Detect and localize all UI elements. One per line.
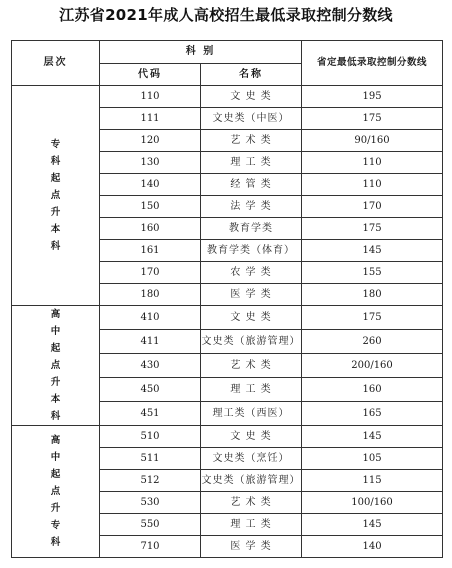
name-cell: 理 工 类 xyxy=(201,152,302,174)
name-cell: 文史类（烹饪） xyxy=(201,448,302,470)
level-char: 本 xyxy=(50,394,61,405)
code-cell: 411 xyxy=(100,330,201,354)
score-cell: 160 xyxy=(302,378,443,402)
name-cell: 经 管 类 xyxy=(201,174,302,196)
level-char: 起 xyxy=(50,469,61,480)
score-cell: 260 xyxy=(302,330,443,354)
score-cell: 155 xyxy=(302,262,443,284)
level-cell xyxy=(12,426,100,558)
level-label xyxy=(12,136,99,255)
score-cell: 195 xyxy=(302,86,443,108)
code-cell: 111 xyxy=(100,108,201,130)
level-char: 起 xyxy=(50,173,61,184)
name-cell: 文史类（旅游管理） xyxy=(201,330,302,354)
name-cell: 理 工 类 xyxy=(201,378,302,402)
table-row xyxy=(12,86,443,108)
code-cell: 510 xyxy=(100,426,201,448)
level-char: 高 xyxy=(50,435,61,446)
name-cell: 文史类（中医） xyxy=(201,108,302,130)
code-cell: 110 xyxy=(100,86,201,108)
score-cell: 140 xyxy=(302,536,443,558)
score-cell: 145 xyxy=(302,514,443,536)
level-char: 升 xyxy=(50,503,61,514)
code-cell: 180 xyxy=(100,284,201,306)
code-cell: 710 xyxy=(100,536,201,558)
name-cell: 医 学 类 xyxy=(201,536,302,558)
name-cell: 文 史 类 xyxy=(201,306,302,330)
name-cell: 艺 术 类 xyxy=(201,130,302,152)
level-char: 升 xyxy=(50,207,61,218)
header-row-1 xyxy=(12,41,443,64)
code-cell: 410 xyxy=(100,306,201,330)
level-char: 高 xyxy=(50,309,61,320)
code-cell: 150 xyxy=(100,196,201,218)
header-score: 省定最低录取控制分数线 xyxy=(302,41,443,86)
score-cell: 110 xyxy=(302,152,443,174)
score-table-body xyxy=(12,41,443,558)
name-cell: 文 史 类 xyxy=(201,86,302,108)
level-label xyxy=(12,432,99,551)
score-cell: 180 xyxy=(302,284,443,306)
name-cell: 农 学 类 xyxy=(201,262,302,284)
name-cell: 文 史 类 xyxy=(201,426,302,448)
code-cell: 160 xyxy=(100,218,201,240)
score-cell: 175 xyxy=(302,108,443,130)
code-cell: 430 xyxy=(100,354,201,378)
score-cell: 90/160 xyxy=(302,130,443,152)
level-char: 点 xyxy=(50,190,61,201)
page-title: 江苏省2021年成人高校招生最低录取控制分数线 xyxy=(59,6,393,24)
header-code: 代码 xyxy=(100,64,201,86)
score-table xyxy=(11,40,443,558)
score-cell: 170 xyxy=(302,196,443,218)
score-cell: 100/160 xyxy=(302,492,443,514)
name-cell: 教育学类（体育） xyxy=(201,240,302,262)
score-cell: 115 xyxy=(302,470,443,492)
level-char: 点 xyxy=(50,486,61,497)
level-cell xyxy=(12,86,100,306)
code-cell: 161 xyxy=(100,240,201,262)
level-char: 专 xyxy=(50,520,61,531)
score-cell: 175 xyxy=(302,306,443,330)
code-cell: 170 xyxy=(100,262,201,284)
header-name: 名称 xyxy=(201,64,302,86)
code-cell: 450 xyxy=(100,378,201,402)
score-cell: 200/160 xyxy=(302,354,443,378)
name-cell: 艺 术 类 xyxy=(201,492,302,514)
header-subject: 科 别 xyxy=(100,41,302,64)
score-cell: 145 xyxy=(302,426,443,448)
name-cell: 文史类（旅游管理） xyxy=(201,470,302,492)
level-char: 科 xyxy=(50,537,61,548)
table-row xyxy=(12,426,443,448)
level-char: 科 xyxy=(50,241,61,252)
score-cell: 105 xyxy=(302,448,443,470)
code-cell: 511 xyxy=(100,448,201,470)
header-level: 层次 xyxy=(12,41,100,86)
level-char: 科 xyxy=(50,411,61,422)
code-cell: 130 xyxy=(100,152,201,174)
score-cell: 165 xyxy=(302,402,443,426)
code-cell: 140 xyxy=(100,174,201,196)
level-char: 科 xyxy=(50,156,61,167)
name-cell: 法 学 类 xyxy=(201,196,302,218)
code-cell: 451 xyxy=(100,402,201,426)
level-char: 升 xyxy=(50,377,61,388)
score-cell: 145 xyxy=(302,240,443,262)
code-cell: 120 xyxy=(100,130,201,152)
level-char: 中 xyxy=(50,326,61,337)
level-char: 中 xyxy=(50,452,61,463)
name-cell: 艺 术 类 xyxy=(201,354,302,378)
score-cell: 175 xyxy=(302,218,443,240)
level-label xyxy=(12,306,99,425)
score-cell: 110 xyxy=(302,174,443,196)
level-char: 起 xyxy=(50,343,61,354)
level-cell xyxy=(12,306,100,426)
name-cell: 教育学类 xyxy=(201,218,302,240)
name-cell: 理工类（西医） xyxy=(201,402,302,426)
code-cell: 512 xyxy=(100,470,201,492)
name-cell: 理 工 类 xyxy=(201,514,302,536)
code-cell: 550 xyxy=(100,514,201,536)
level-char: 本 xyxy=(50,224,61,235)
name-cell: 医 学 类 xyxy=(201,284,302,306)
score-table-container xyxy=(11,40,442,558)
code-cell: 530 xyxy=(100,492,201,514)
level-char: 专 xyxy=(50,139,61,150)
level-char: 点 xyxy=(50,360,61,371)
table-row xyxy=(12,306,443,330)
